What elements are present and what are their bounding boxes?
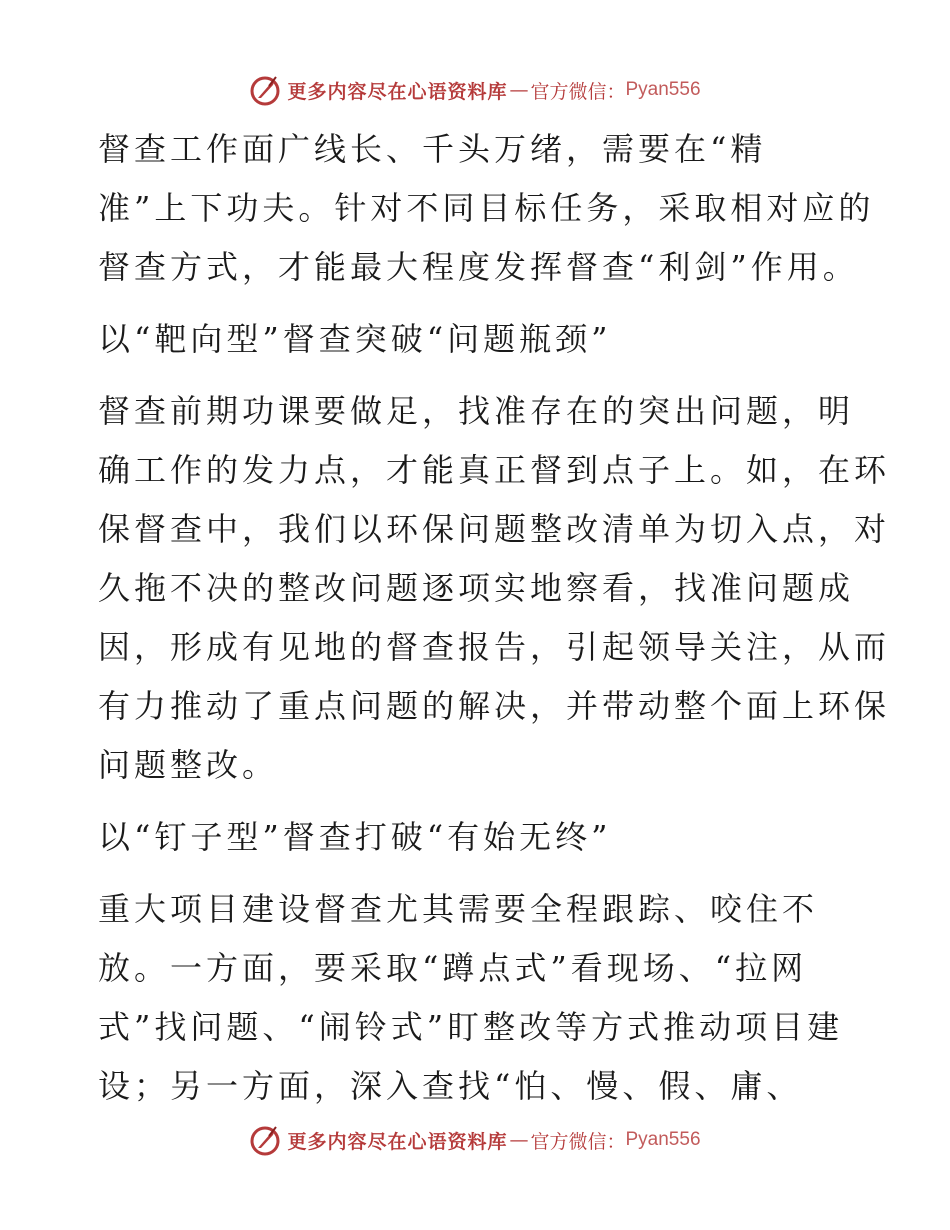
paragraph-line: 保督查中，我们以环保问题整改清单为切入点，对 — [98, 510, 891, 548]
paragraph-intro — [98, 120, 875, 297]
paragraph-line: 准”上下功夫。针对不同目标任务，采取相对应的 — [98, 189, 875, 227]
paragraph-line: 确工作的发力点，才能真正督到点子上。如，在环 — [98, 451, 891, 489]
header-dash: — — [509, 79, 529, 101]
quill-pen-circle-icon — [249, 1123, 283, 1157]
footer-wechat-id: Pyan556 — [625, 1129, 701, 1150]
footer-official-label: 官方微信： — [530, 1130, 626, 1153]
paragraph-line: 因，形成有见地的督查报告，引起领导关注，从而 — [98, 628, 891, 666]
paragraph-line: 督查前期功课要做足，找准存在的突出问题，明 — [98, 392, 855, 430]
paragraph-line: 设；另一方面，深入查找“怕、慢、假、庸、 — [98, 1067, 803, 1105]
paragraph-line: 放。一方面，要采取“蹲点式”看现场、“拉网 — [98, 949, 808, 987]
paragraph-line: 督查方式，才能最大程度发挥督查“利剑”作用。 — [98, 248, 859, 286]
paragraph-line: 督查工作面广线长、千头万绪，需要在“精 — [98, 130, 767, 168]
footer-dash: — — [509, 1129, 529, 1151]
paragraph-line: 式”找问题、“闹铃式”盯整改等方式推动项目建 — [98, 1008, 844, 1046]
header-brand-text: 更多内容尽在心语资料库 — [287, 80, 508, 103]
paragraph-line: 问题整改。 — [98, 746, 279, 784]
paragraph-line: 久拖不决的整改问题逐项实地察看，找准问题成 — [98, 569, 855, 607]
footer-banner — [0, 1120, 950, 1160]
header-official-label: 官方微信： — [530, 80, 626, 103]
footer-brand-text: 更多内容尽在心语资料库 — [287, 1130, 508, 1153]
paragraph-line: 重大项目建设督查尤其需要全程跟踪、咬住不 — [98, 890, 819, 928]
header-wechat-id: Pyan556 — [625, 79, 701, 100]
paragraph-nail — [98, 880, 850, 1116]
section-heading-targeted: 以“靶向型”督查突破“问题瓶颈” — [98, 320, 612, 358]
document-body — [98, 120, 891, 1129]
quill-pen-circle-icon — [249, 73, 283, 107]
paragraph-targeted — [98, 382, 891, 795]
section-heading-nail: 以“钉子型”督查打破“有始无终” — [98, 818, 612, 856]
header-banner — [0, 70, 950, 110]
paragraph-line: 有力推动了重点问题的解决，并带动整个面上环保 — [98, 687, 891, 725]
